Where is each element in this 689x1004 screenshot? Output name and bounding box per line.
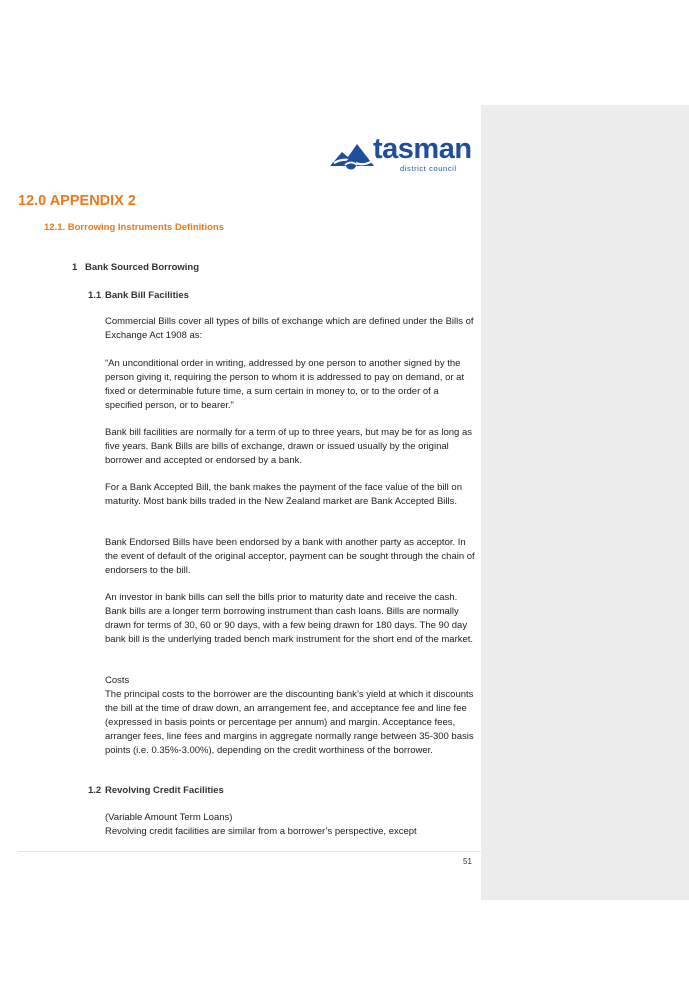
paragraph: An investor in bank bills can sell the bills prior to maturity date and receive the cash. Bank bills are a longer term borrowing instrument than cash loans. Bills are normally drawn for terms of 30, 60 or 90 days, with a few being drawn for 180 days. The 90 day bank bill is the underlying traded bench mark instrument for the short end of the market. xyxy=(105,592,474,645)
paragraph: Bank bill facilities are normally for a term of up to three years, but may be for as long as five years. Bank Bills are bills of exchange, drawn or issued usually by the original borrower and accepted or endorsed by a bank. xyxy=(105,427,472,466)
section-1-1-heading xyxy=(88,290,189,301)
appendix-heading: 12.0 APPENDIX 2 xyxy=(18,193,136,209)
section-subheading: 12.1. Borrowing Instruments Definitions xyxy=(44,222,224,233)
section-1-2-heading xyxy=(88,785,224,796)
logo-wordmark: tasman xyxy=(373,133,472,165)
page-number: 51 xyxy=(463,857,472,866)
comment-margin-panel xyxy=(481,105,689,900)
paragraph: Bank Endorsed Bills have been endorsed by a bank with another party as acceptor. In the event of default of the original acceptor, payment can be sought through the chain of endorsers to the bill. xyxy=(105,537,475,576)
tasman-logo xyxy=(330,133,475,174)
section-1-heading xyxy=(72,262,199,273)
section-number: 1.1 xyxy=(88,290,102,301)
logo-subtitle: district council xyxy=(400,164,457,173)
costs-label: Costs xyxy=(105,675,130,686)
paragraph: “An unconditional order in writing, addressed by one person to another signed by the person giving it, requiring the person to whom it is addressed to pay on demand, or at fixed or determinable future time, a sum certain in money to, or to the order of a specified person, or to bearer.” xyxy=(105,358,465,411)
section-number: 1 xyxy=(72,262,78,273)
section-title: Revolving Credit Facilities xyxy=(105,785,224,796)
footer-divider xyxy=(18,851,481,852)
paragraph: For a Bank Accepted Bill, the bank makes the payment of the face value of the bill on maturity. Most bank bills traded in the New Zealand market are Bank Accepted Bills. xyxy=(105,482,462,507)
paragraph: (Variable Amount Term Loans) xyxy=(105,812,233,823)
paragraph: Commercial Bills cover all types of bills of exchange which are defined under the Bills of Exchange Act 1908 as: xyxy=(105,316,474,341)
section-title: Bank Bill Facilities xyxy=(105,290,189,301)
section-title: Bank Sourced Borrowing xyxy=(85,262,200,273)
mountain-logo-icon xyxy=(330,138,376,172)
paragraph: Revolving credit facilities are similar from a borrower’s perspective, except xyxy=(105,826,417,837)
section-number: 1.2 xyxy=(88,785,102,796)
costs-paragraph: The principal costs to the borrower are the discounting bank’s yield at which it discounts the bill at the time of draw down, an arrangement fee, and acceptance fee and line fee (expressed in basis points or percentage per annum) and margin. Acceptance fees, arranger fees, line fees and margins in aggregate normally range between 35-300 basis points (i.e. 0.35%-3.00%), depending on the credit worthiness of the borrower. xyxy=(105,689,474,756)
